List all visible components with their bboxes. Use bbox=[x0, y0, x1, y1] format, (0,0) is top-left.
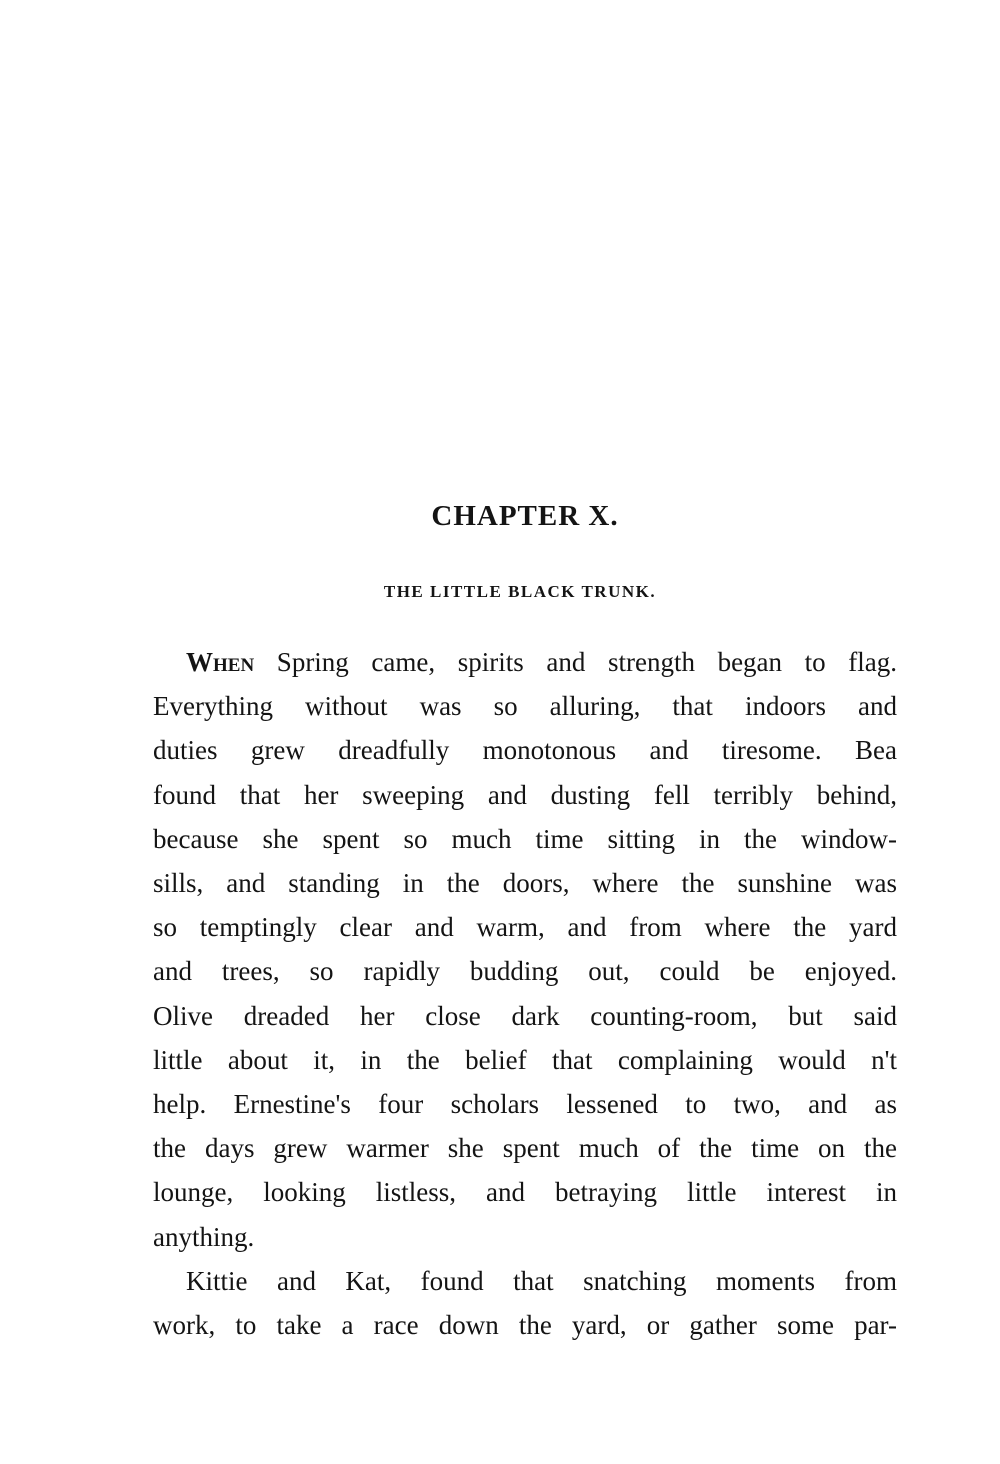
text-line: anything. bbox=[153, 1221, 255, 1252]
text-line: help. Ernestine's four scholars lessened to two, and as bbox=[153, 1089, 897, 1120]
chapter-title: CHAPTER X. bbox=[431, 500, 619, 532]
text-line: the days grew warmer she spent much of the time on the bbox=[153, 1133, 897, 1164]
text-line: because she spent so much time sitting in the window- bbox=[153, 823, 897, 854]
text-line: Everything without was so alluring, that indoors and bbox=[153, 691, 897, 722]
text-line: Olive dreaded her close dark counting-room, but said bbox=[153, 1000, 897, 1031]
text-line: and trees, so rapidly budding out, could be enjoyed. bbox=[153, 956, 897, 987]
chapter-body bbox=[153, 640, 897, 1347]
text-line: so temptingly clear and warm, and from where the yard bbox=[153, 912, 897, 943]
text-line: duties grew dreadfully monotonous and tiresome. Bea bbox=[153, 735, 897, 766]
chapter-subtitle: THE LITTLE BLACK TRUNK. bbox=[383, 582, 657, 601]
text-line: found that her sweeping and dusting fell terribly behind, bbox=[153, 779, 897, 810]
text-line: Kittie and Kat, found that snatching moments from bbox=[186, 1265, 897, 1296]
text-line: When Spring came, spirits and strength began to flag. bbox=[186, 647, 897, 677]
drop-word: When bbox=[186, 647, 255, 677]
text-line: lounge, looking listless, and betraying little interest in bbox=[153, 1177, 897, 1208]
text-line: sills, and standing in the doors, where the sunshine was bbox=[153, 868, 897, 899]
text-line: little about it, in the belief that complaining would n't bbox=[153, 1044, 897, 1075]
text-line: work, to take a race down the yard, or gather some par- bbox=[153, 1310, 897, 1341]
